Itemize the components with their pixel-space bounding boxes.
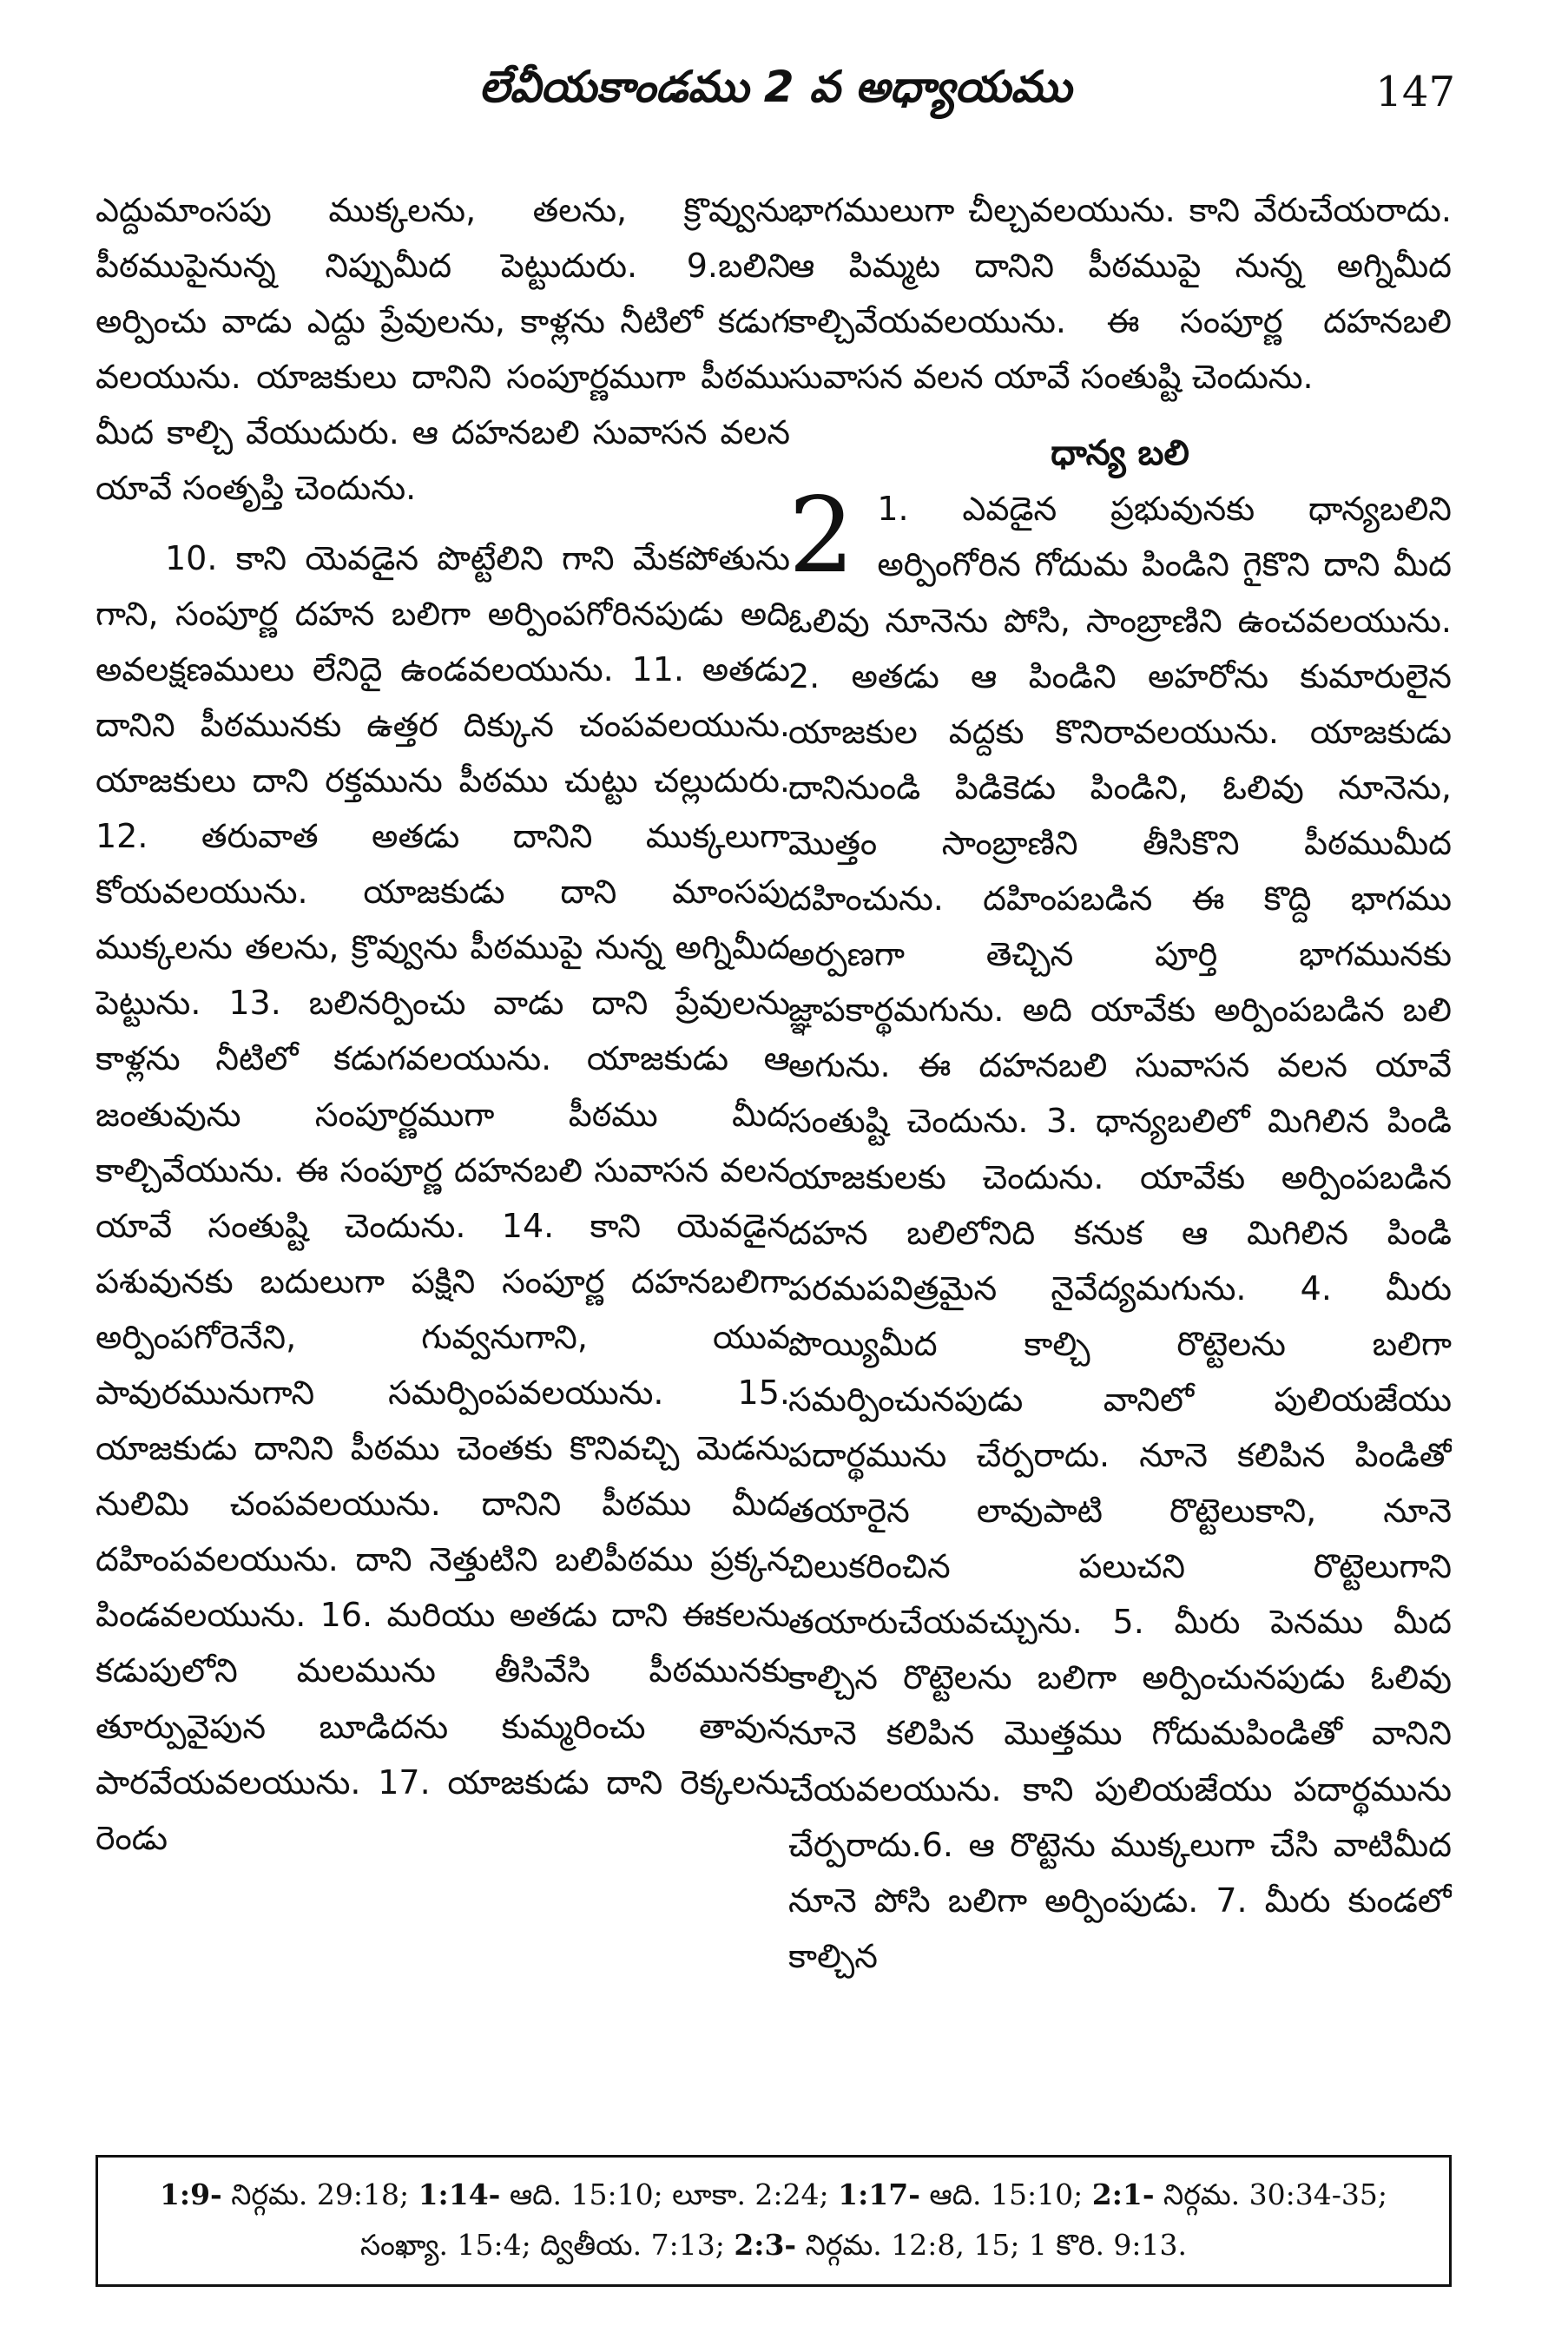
running-title: లేవీయకాండము 2 వ అధ్యాయము [478,62,1072,112]
footnote-ref: 1:9- [159,2177,222,2211]
page-number: 147 [1375,68,1455,116]
footnote-text: నిర్గమ. 29:18; [221,2177,418,2211]
left-paragraph-1: ఎద్దుమాంసపు ముక్కలను, తలను, క్రొవ్వును పీఠముపైనున్న నిప్పుమీద పెట్టుదురు. 9.బలిని అర్పించు వాడు ఎద్దు ప్రేవులను, కాళ్లను నీటిలో కడుగ వలయును. యాజకులు దానిని సంపూర్ణముగా పీఠము మీద కాల్చి వేయుదురు. ఆ దహనబలి సువాసన వలన యావే సంతృప్తి చెందును. [96,191,790,508]
footnote [418,2177,839,2211]
right-column [788,182,1452,2058]
chapter-number: 2 [788,476,855,597]
chapter-paragraph [788,476,1452,1984]
footnote [160,2177,418,2211]
section-heading: ధాన్య బలి [1051,433,1189,474]
footnote-ref: 2:1- [1091,2177,1155,2211]
footnote [838,2177,1092,2211]
page-header [96,52,1455,122]
footnotes-box [96,2155,1452,2287]
right-paragraph-1: భాగములుగా చీల్చవలయును. కాని వేరుచేయరాదు. ఆ పిమ్మట దానిని పీఠముపై నున్న అగ్నిమీద కాల్చివేయవలయును. ఈ సంపూర్ణ దహనబలి సువాసన వలన యావే సంతుష్టి చెందును. [788,191,1452,397]
footnote-ref: 1:14- [418,2177,501,2211]
chapter-text: 1. ఎవడైన ప్రభువునకు ధాన్యబలిని అర్పింగోరిన గోదుమ పిండిని గైకొని దాని మీద ఓలివు నూనెను పోసి, సాంబ్రాణిని ఉంచవలయును. 2. అతడు ఆ పిండిని అహరోను కుమారులైన యాజకుల వద్దకు కొనిరావలయును. యాజకుడు దానినుండి పిడికెడు పిండిని, ఓలివు నూనెను, మొత్తం సాంబ్రాణిని తీసికొని పీఠముమీద దహించును. దహింపబడిన ఈ కొద్ది భాగము అర్పణగా తెచ్చిన పూర్తి భాగమునకు జ్ఞాపకార్థమగును. అది యావేకు అర్పింపబడిన బలి అగును. ఈ దహనబలి సువాసన వలన యావే సంతుష్టి చెందును. 3. ధాన్యబలిలో మిగిలిన పిండి యాజకులకు చెందును. యావేకు అర్పింపబడిన దహన బలిలోనిది కనుక ఆ మిగిలిన పిండి పరమపవిత్రమైన నైవేద్యమగును. 4. మీరు పొయ్యిమీద కాల్చి రొట్టెలను బలిగా సమర్పించునపుడు వానిలో పులియజేయు పదార్థమును చేర్పరాదు. నూనె కలిపిన పిండితో తయారైన లావుపాటి రొట్టెలుకాని, నూనె చిలుకరించిన పలుచని రొట్టెలుగాని తయారుచేయవచ్చును. 5. మీరు పెనము మీద కాల్చిన రొట్టెలను బలిగా అర్పించునపుడు ఓలివు నూనె కలిపిన మొత్తము గోదుమపిండితో వానిని చేయవలయును. కాని పులియజేయు పదార్థమును చేర్పరాదు.6. ఆ రొట్టెను ముక్కలుగా చేసి వాటిమీద నూనె పోసి బలిగా అర్పింపుడు. 7. మీరు కుండలో కాల్చిన [788,490,1452,1975]
footnote-ref: 1:17- [838,2177,920,2211]
footnote [734,2228,1187,2262]
left-paragraph-2: 10. కాని యెవడైన పొట్టేలిని గాని మేకపోతును గాని, సంపూర్ణ దహన బలిగా అర్పింపగోరినపుడు అది అవలక్షణములు లేనిదై ఉండవలయును. 11. అతడు దానిని పీఠమునకు ఉత్తర దిక్కున చంపవలయును. యాజకులు దాని రక్తమును పీఠము చుట్టు చల్లుదురు. 12. తరువాత అతడు దానిని ముక్కలుగా కోయవలయును. యాజకుడు దాని మాంసపు ముక్కలను తలను, క్రొవ్వును పీఠముపై నున్న అగ్నిమీద పెట్టును. 13. బలినర్పించు వాడు దాని ప్రేవులను కాళ్లను నీటిలో కడుగవలయును. యాజకుడు ఆ జంతువును సంపూర్ణముగా పీఠము మీద కాల్చివేయును. ఈ సంపూర్ణ దహనబలి సువాసన వలన యావే సంతుష్టి చెందును. 14. కాని యెవడైన పశువునకు బదులుగా పక్షిని సంపూర్ణ దహనబలిగా అర్పింపగోరెనేని, గువ్వనుగాని, యువ పావురమునుగాని సమర్పింపవలయును. 15. యాజకుడు దానిని పీఠము చెంతకు కొనివచ్చి మెడను నులిమి చంపవలయును. దానిని పీఠము మీద దహింపవలయును. దాని నెత్తుటిని బలిపీఠము ప్రక్కన పిండవలయును. 16. మరియు అతడు దాని ఈకలను కడుపులోని మలమును తీసివేసి పీఠమునకు తూర్పువైపున బూడిదను కుమ్మరించు తావున పారవేయవలయును. 17. యాజకుడు దాని రెక్కలను రెండు [96,538,790,1857]
footnote-text: ఆది. 15:10; [919,2177,1092,2211]
left-column [96,182,790,2058]
footnote-text: ఆది. 15:10; లూకా. 2:24; [500,2177,839,2211]
footnote-text: నిర్గమ. 12:8, 15; 1 కొరి. 9:13. [796,2228,1188,2262]
footnote-text: నిర్గమ. 30:34-35; సంఖ్యా. 15:4; ద్వితీయ. 7:13; [359,2177,1388,2262]
footnote-ref: 2:3- [734,2228,797,2262]
